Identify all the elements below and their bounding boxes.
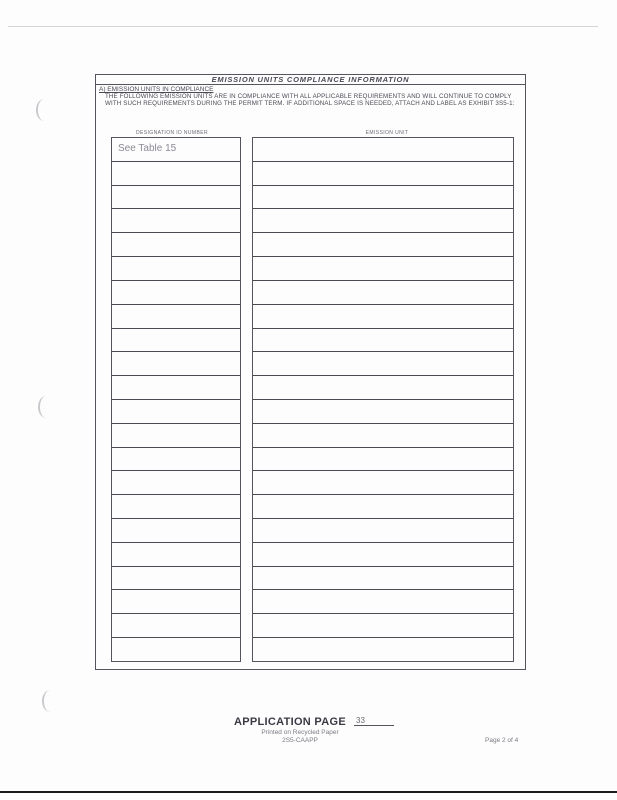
- designation-row[interactable]: [112, 138, 240, 162]
- designation-row[interactable]: [112, 448, 240, 472]
- designation-row[interactable]: [112, 329, 240, 353]
- designation-row[interactable]: [112, 495, 240, 519]
- designation-row-text: See Table 15: [118, 143, 177, 154]
- punch-hole-top: [36, 99, 52, 121]
- emission-unit-row[interactable]: [253, 305, 513, 329]
- emission-unit-row[interactable]: [253, 614, 513, 638]
- compliance-form: [95, 74, 526, 670]
- designation-row[interactable]: [112, 519, 240, 543]
- emission-unit-row[interactable]: [253, 495, 513, 519]
- emission-unit-row[interactable]: [253, 209, 513, 233]
- emission-unit-row[interactable]: [253, 376, 513, 400]
- emission-unit-row[interactable]: [253, 519, 513, 543]
- designation-row[interactable]: [112, 590, 240, 614]
- designation-row[interactable]: [112, 352, 240, 376]
- emission-unit-row[interactable]: [253, 281, 513, 305]
- emission-unit-column-label: EMISSION UNIT: [365, 130, 409, 136]
- emission-unit-row[interactable]: [253, 471, 513, 495]
- designation-column: [111, 137, 241, 662]
- application-page-number: 33: [354, 716, 394, 726]
- emission-unit-row[interactable]: [253, 448, 513, 472]
- designation-row[interactable]: [112, 209, 240, 233]
- application-page-label: APPLICATION PAGE: [234, 716, 346, 728]
- emission-unit-row[interactable]: [253, 400, 513, 424]
- emission-unit-row[interactable]: [253, 329, 513, 353]
- designation-row[interactable]: [112, 376, 240, 400]
- emission-unit-row[interactable]: [253, 543, 513, 567]
- punch-hole-bottom: [42, 690, 58, 712]
- page-of-label: Page 2 of 4: [485, 737, 519, 744]
- designation-row[interactable]: [112, 471, 240, 495]
- emission-unit-row[interactable]: [253, 138, 513, 162]
- designation-row[interactable]: [112, 233, 240, 257]
- recycled-paper-note: Printed on Recycled Paper: [261, 729, 339, 736]
- designation-row[interactable]: [112, 305, 240, 329]
- emission-unit-row[interactable]: [253, 352, 513, 376]
- emission-unit-row[interactable]: [253, 424, 513, 448]
- designation-row[interactable]: [112, 186, 240, 210]
- emission-unit-row[interactable]: [253, 233, 513, 257]
- emission-unit-column: [252, 137, 514, 662]
- designation-row[interactable]: [112, 543, 240, 567]
- emission-unit-row[interactable]: [253, 567, 513, 591]
- emission-unit-row[interactable]: [253, 638, 513, 661]
- designation-row[interactable]: [112, 614, 240, 638]
- emission-unit-row[interactable]: [253, 162, 513, 186]
- designation-row[interactable]: [112, 638, 240, 661]
- emission-unit-row[interactable]: [253, 186, 513, 210]
- designation-row[interactable]: [112, 257, 240, 281]
- designation-column-label: DESIGNATION ID NUMBER: [136, 130, 208, 136]
- designation-row[interactable]: [112, 162, 240, 186]
- page-top-rule: [8, 26, 598, 27]
- emission-unit-row[interactable]: [253, 257, 513, 281]
- page-bottom-rule: [0, 791, 617, 793]
- emission-unit-row[interactable]: [253, 590, 513, 614]
- designation-row[interactable]: [112, 281, 240, 305]
- punch-hole-middle: [38, 396, 54, 418]
- form-title: EMISSION UNITS COMPLIANCE INFORMATION: [96, 75, 525, 85]
- form-id: 2S5-CAAPP: [282, 737, 318, 744]
- section-heading: A) EMISSION UNITS IN COMPLIANCE: [99, 86, 214, 93]
- designation-row[interactable]: [112, 400, 240, 424]
- designation-row[interactable]: [112, 424, 240, 448]
- compliance-statement: THE FOLLOWING EMISSION UNITS ARE IN COMPLIANCE WITH ALL APPLICABLE REQUIREMENTS AND WILL CONTINUE TO COMPLY WITH SUCH REQUIREMENTS DURING THE PERMIT TERM. IF ADDITIONAL SPACE IS NEEDED, ATTACH AND LABEL AS EXHIBIT 3S5-1:: [105, 93, 515, 108]
- designation-row[interactable]: [112, 567, 240, 591]
